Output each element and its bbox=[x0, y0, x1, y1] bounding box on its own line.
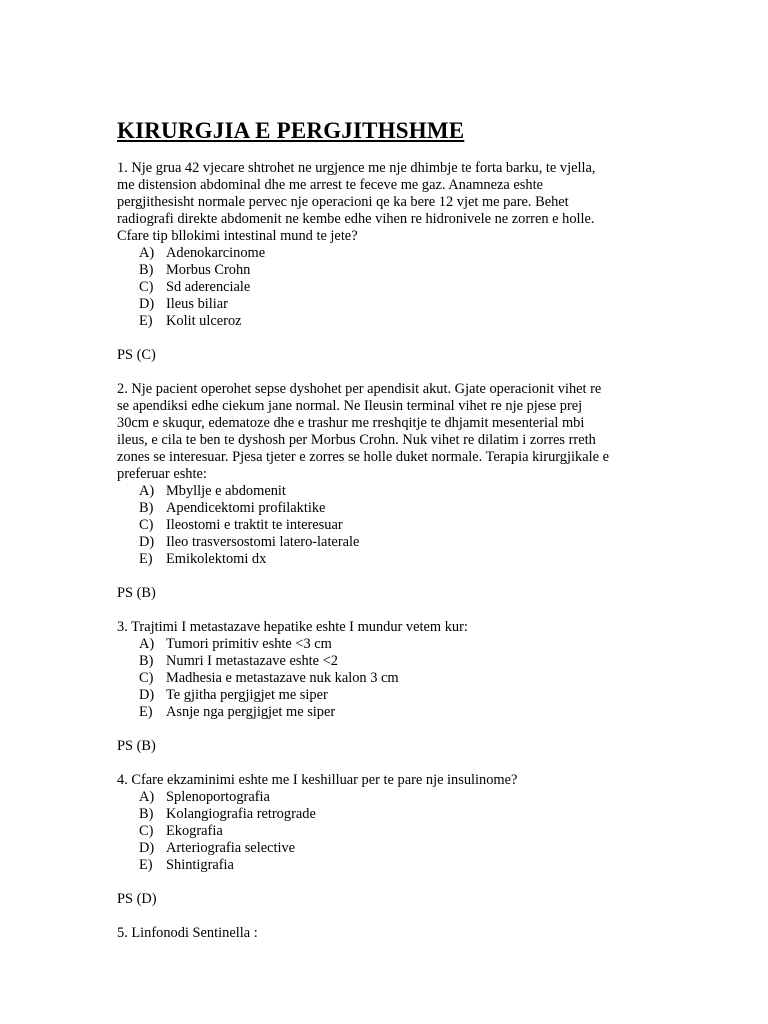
answer-option bbox=[117, 704, 657, 721]
option-letter: A) bbox=[139, 636, 155, 652]
option-text: Sd aderenciale bbox=[166, 279, 251, 295]
answer-option bbox=[117, 653, 657, 670]
answer-option bbox=[117, 245, 657, 262]
question-block bbox=[117, 925, 657, 942]
answer-option bbox=[117, 670, 657, 687]
question-text-line: me distension abdominal dhe me arrest te feceve me gaz. Anamneza eshte bbox=[117, 177, 543, 193]
option-letter: E) bbox=[139, 551, 153, 567]
question-text-line: 2. Nje pacient operohet sepse dyshohet per apendisit akut. Gjate operacionit vihet re bbox=[117, 381, 602, 397]
option-text: Ileo trasversostomi latero-laterale bbox=[166, 534, 360, 550]
option-text: Ileus biliar bbox=[166, 296, 228, 312]
answer-option bbox=[117, 517, 657, 534]
question-text-line: Cfare tip bllokimi intestinal mund te jete? bbox=[117, 228, 358, 244]
answer-option bbox=[117, 262, 657, 279]
option-text: Mbyllje e abdomenit bbox=[166, 483, 286, 499]
option-text: Te gjitha pergjigjet me siper bbox=[166, 687, 328, 703]
answer-option bbox=[117, 279, 657, 296]
option-text: Asnje nga pergjigjet me siper bbox=[166, 704, 336, 720]
question-text-line: 5. Linfonodi Sentinella : bbox=[117, 925, 258, 941]
answer-option bbox=[117, 551, 657, 568]
answer-key: PS (D) bbox=[117, 891, 157, 907]
option-letter: D) bbox=[139, 534, 155, 550]
option-text: Splenoportografia bbox=[166, 789, 270, 805]
option-text: Numri I metastazave eshte <2 bbox=[166, 653, 338, 669]
question-text-line: preferuar eshte: bbox=[117, 466, 207, 482]
question-text-line: pergjithesisht normale pervec nje operacioni qe ka bere 12 vjet me pare. Behet bbox=[117, 194, 569, 210]
answer-option bbox=[117, 636, 657, 653]
option-letter: D) bbox=[139, 296, 155, 312]
option-letter: D) bbox=[139, 840, 155, 856]
option-letter: B) bbox=[139, 806, 154, 822]
answer-option bbox=[117, 687, 657, 704]
question-block bbox=[117, 160, 657, 381]
question-text-line: se apendiksi edhe ciekum jane normal. Ne Ileusin terminal vihet re nje pjese prej bbox=[117, 398, 583, 414]
answer-option bbox=[117, 313, 657, 330]
option-letter: E) bbox=[139, 313, 153, 329]
option-text: Kolit ulceroz bbox=[166, 313, 242, 329]
option-text: Morbus Crohn bbox=[166, 262, 251, 278]
option-text: Ileostomi e traktit te interesuar bbox=[166, 517, 343, 533]
answer-option bbox=[117, 840, 657, 857]
question-list bbox=[117, 160, 657, 942]
answer-key: PS (B) bbox=[117, 738, 156, 754]
option-letter: B) bbox=[139, 500, 154, 516]
option-text: Ekografia bbox=[166, 823, 223, 839]
option-text: Tumori primitiv eshte <3 cm bbox=[166, 636, 332, 652]
option-letter: B) bbox=[139, 262, 154, 278]
answer-option bbox=[117, 500, 657, 517]
answer-option bbox=[117, 534, 657, 551]
option-letter: C) bbox=[139, 823, 154, 839]
question-text-line: 1. Nje grua 42 vjecare shtrohet ne urgjence me nje dhimbje te forta barku, te vjella, bbox=[117, 160, 596, 176]
option-letter: B) bbox=[139, 653, 154, 669]
question-text-line: zones se interesuar. Pjesa tjeter e zorres se holle duket normale. Terapia kirurgjikale e bbox=[117, 449, 609, 465]
answer-option bbox=[117, 483, 657, 500]
question-text-line: ileus, e cila te ben te dyshosh per Morbus Crohn. Nuk vihet re dilatim i zorres rreth bbox=[117, 432, 596, 448]
document-title: KIRURGJIA E PERGJITHSHME bbox=[117, 118, 465, 143]
question-block bbox=[117, 381, 657, 619]
option-letter: C) bbox=[139, 517, 154, 533]
option-text: Adenokarcinome bbox=[166, 245, 266, 261]
option-text: Madhesia e metastazave nuk kalon 3 cm bbox=[166, 670, 399, 686]
option-letter: C) bbox=[139, 279, 154, 295]
question-text-line: 30cm e skuqur, edematoze dhe e trashur me rreshqitje te dhjamit mesenterial mbi bbox=[117, 415, 585, 431]
option-letter: A) bbox=[139, 483, 155, 499]
answer-option bbox=[117, 806, 657, 823]
option-text: Apendicektomi profilaktike bbox=[166, 500, 326, 516]
answer-option bbox=[117, 857, 657, 874]
question-block bbox=[117, 772, 657, 925]
option-text: Arteriografia selective bbox=[166, 840, 296, 856]
option-text: Kolangiografia retrograde bbox=[166, 806, 316, 822]
answer-option bbox=[117, 296, 657, 313]
option-letter: A) bbox=[139, 245, 155, 261]
option-letter: E) bbox=[139, 857, 153, 873]
answer-key: PS (B) bbox=[117, 585, 156, 601]
option-letter: E) bbox=[139, 704, 153, 720]
option-letter: C) bbox=[139, 670, 154, 686]
option-text: Shintigrafia bbox=[166, 857, 234, 873]
question-block bbox=[117, 619, 657, 772]
answer-key: PS (C) bbox=[117, 347, 156, 363]
option-letter: A) bbox=[139, 789, 155, 805]
option-text: Emikolektomi dx bbox=[166, 551, 267, 567]
question-text-line: 3. Trajtimi I metastazave hepatike eshte I mundur vetem kur: bbox=[117, 619, 468, 635]
question-text-line: radiografi direkte abdomenit ne kembe edhe vihen re hidronivele ne zorren e holle. bbox=[117, 211, 595, 227]
answer-option bbox=[117, 823, 657, 840]
answer-option bbox=[117, 789, 657, 806]
option-letter: D) bbox=[139, 687, 155, 703]
question-text-line: 4. Cfare ekzaminimi eshte me I keshilluar per te pare nje insulinome? bbox=[117, 772, 518, 788]
